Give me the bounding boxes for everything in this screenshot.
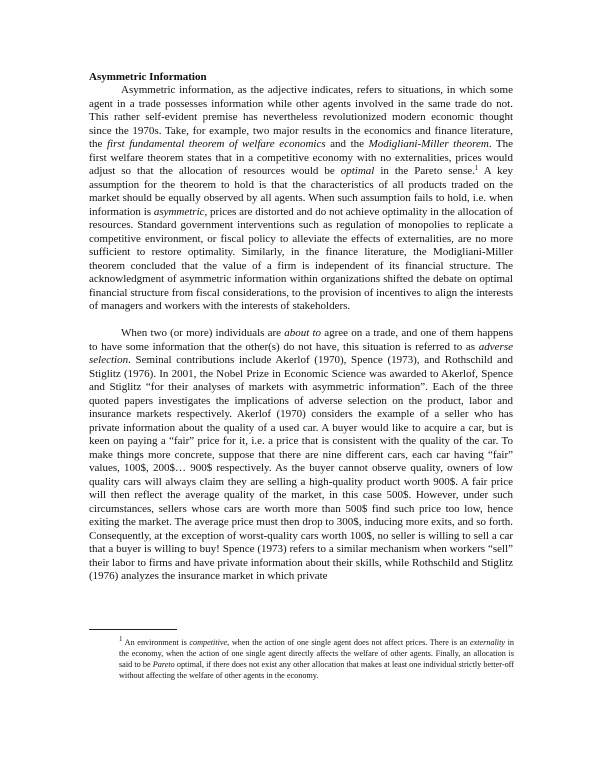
italic-term: first fundamental theorem of welfare economics [106, 138, 326, 150]
footnote-marker: 1 [119, 635, 123, 643]
text-run: Asymmetric information, as the adjective indicates, refers to situations, in which some agent in a trade possesses information while other agents involved in the same trade do not. This rather self-evident premise has nevertheless revolutionized modern economic thought since the 1970s. Take, for example, two major results in the economics and finance literature, the [89, 84, 513, 150]
italic-term: Pareto [152, 660, 175, 669]
text-run: agree on a trade, and one of them happens to have some information that the other(s) do not have, this situation is referred to as [89, 327, 513, 353]
text-run: A key assumption for the theorem to hold is that the characteristics of all products traded on the market should be equally observed by all agents. When such assumption fails to hold, i.e. when information is [89, 165, 513, 218]
text-run: optimal, if there does not exist any other allocation that makes at least one individual strictly better-off without affecting the welfare of other agents in the economy. [119, 660, 514, 680]
text-run: and the [325, 138, 369, 150]
text-run: When two (or more) individuals are [121, 327, 285, 339]
footnote-marker: 1 [474, 164, 479, 172]
text-run: . Seminal contributions include Akerlof (1970), Spence (1973), and Rothschild and Stiglitz (1976). In 2001, the Nobel Prize in Economic Science was awarded to Akerlof, Spence and Stiglitz “for their analyses of markets with asymmetric information”. Each of the three quoted papers investigates the implications of adverse selection on the product, labor and insurance markets respectively. Akerlof (1970) considers the example of a seller who has private information about the quality of a used car. A buyer would like to acquire a car, but is keen on paying a “fair” price for it, i.e. a price that is consistent with the quality of the car. To make things more concrete, suppose that there are nine different cars, each car having “fair” values, 100$, 200$… 900$ respectively. As the buyer cannot observe quality, owners of low quality cars will always claim they are selling a high-quality product worth 900$. A fair price will then reflect the average quality of the market, in this case 500$. However, under such circumstances, sellers whose cars are worth more than 500$ find such price too low, hence exiting the market. The average price must then drop to 300$, inducing more exits, and so forth. Consequently, at the exception of worst-quality cars worth 100$, no seller is willing to sell a car that a buyer is willing to buy! Spence (1973) refers to a similar mechanism when workers “sell” their labor to firms and have private information about their skills, while Rothschild and Stiglitz (1976) analyzes the insurance market in which private [89, 354, 513, 582]
text-run: , when the action of one single agent does not affect prices. There is an [227, 638, 470, 647]
italic-term: competitive [189, 638, 228, 647]
italic-term: Modigliani-Miller theorem [368, 138, 489, 150]
italic-term: externality [469, 638, 505, 647]
italic-term: asymmetric [153, 205, 205, 218]
footnote-1 [119, 637, 514, 681]
paragraph-2 [89, 327, 513, 584]
italic-term: optimal [340, 165, 375, 177]
italic-term: about to [284, 327, 322, 339]
footnote-separator [89, 629, 177, 630]
italic-term: adverse selection [89, 340, 513, 366]
paragraph-1 [89, 84, 513, 314]
page-body [89, 70, 513, 584]
text-run: . The first welfare theorem states that in a competitive economy with no externalities, prices would adjust so that the allocation of resources would be [89, 138, 514, 177]
text-run: , prices are distorted and do not achieve optimality in the allocation of resources. Standard government interventions such as regulation of monopolies to replicate a competitive environment, or fiscal policy to alleviate the effects of externalities, are no more sufficient to restore optimality. Similarly, in the finance literature, the Modigliani-Miller theorem concluded that the value of a firm is independent of its financial structure. The acknowledgment of asymmetric information within organizations shifted the debate on optimal financial structure from fiscal considerations, to the provision of incentives to align the interests of managers and workers with the interests of stakeholders. [89, 205, 513, 312]
text-run: An environment is [122, 638, 190, 647]
section-heading: Asymmetric Information [89, 71, 207, 83]
text-run: in the Pareto sense. [374, 165, 475, 177]
text-run: in the economy, when the action of one single agent directly affects the welfare of other agents. Finally, an allocation is said to be [119, 638, 514, 669]
